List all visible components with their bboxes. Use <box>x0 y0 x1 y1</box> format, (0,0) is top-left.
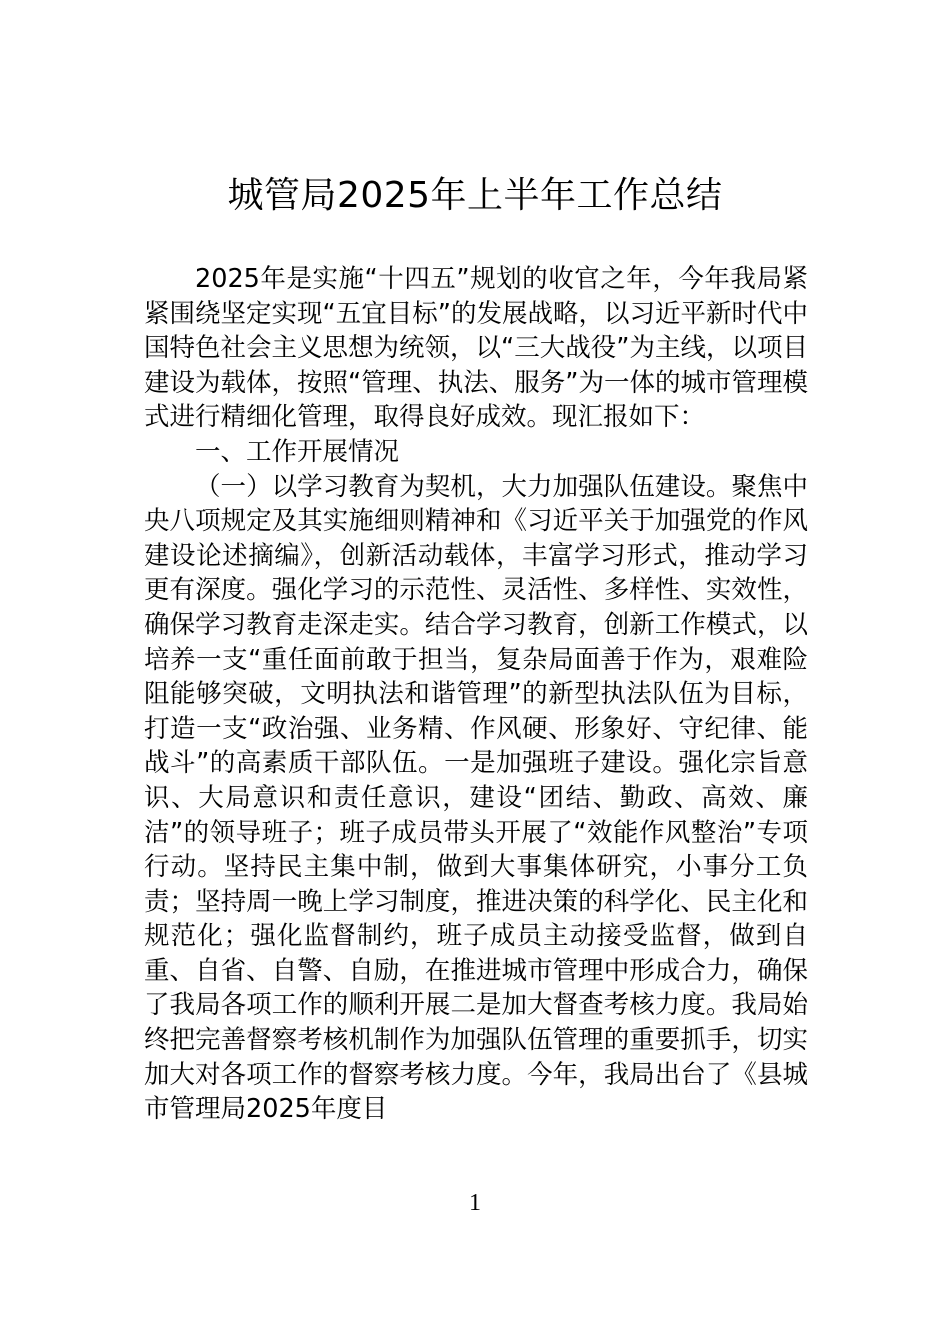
page-number: 1 <box>469 1190 481 1216</box>
document-title: 城管局2025年上半年工作总结 <box>227 175 723 216</box>
section-heading: 一、工作开展情况 <box>195 436 400 467</box>
document-body <box>144 262 808 1127</box>
intro-paragraph: 2025年是实施“十四五”规划的收官之年，今年我局紧紧围绕坚定实现“五宜目标”的发展战略，以习近平新时代中国特色社会主义思想为统领，以“三大战役”为主线，以项目建设为载体，按照“管理、执法、服务”为一体的城市管理模式进行精细化管理，取得良好成效。现汇报如下： <box>144 264 808 433</box>
subsection-paragraph: （一）以学习教育为契机，大力加强队伍建设。聚焦中央八项规定及其实施细则精神和《习近平关于加强党的作风建设论述摘编》，创新活动载体，丰富学习形式，推动学习更有深度。强化学习的示范性、灵活性、多样性、实效性，确保学习教育走深走实。结合学习教育，创新工作模式，以培养一支“重任面前敢于担当，复杂局面善于作为，艰难险阻能够突破，文明执法和谐管理”的新型执法队伍为目标，打造一支“政治强、业务精、作风硬、形象好、守纪律、能战斗”的高素质干部队伍。一是加强班子建设。强化宗旨意识、大局意识和责任意识，建设“团结、勤政、高效、廉洁”的领导班子；班子成员带头开展了“效能作风整治”专项行动。坚持民主集中制，做到大事集体研究，小事分工负责；坚持周一晚上学习制度，推进决策的科学化、民主化和规范化；强化监督制约，班子成员主动接受监督，做到自重、自省、自警、自励，在推进城市管理中形成合力，确保了我局各项工作的顺利开展二是加大督查考核力度。我局始终把完善督察考核机制作为加强队伍管理的重要抓手，切实加大对各项工作的督察考核力度。今年，我局出台了《县城市管理局2025年度目 <box>144 471 808 1125</box>
